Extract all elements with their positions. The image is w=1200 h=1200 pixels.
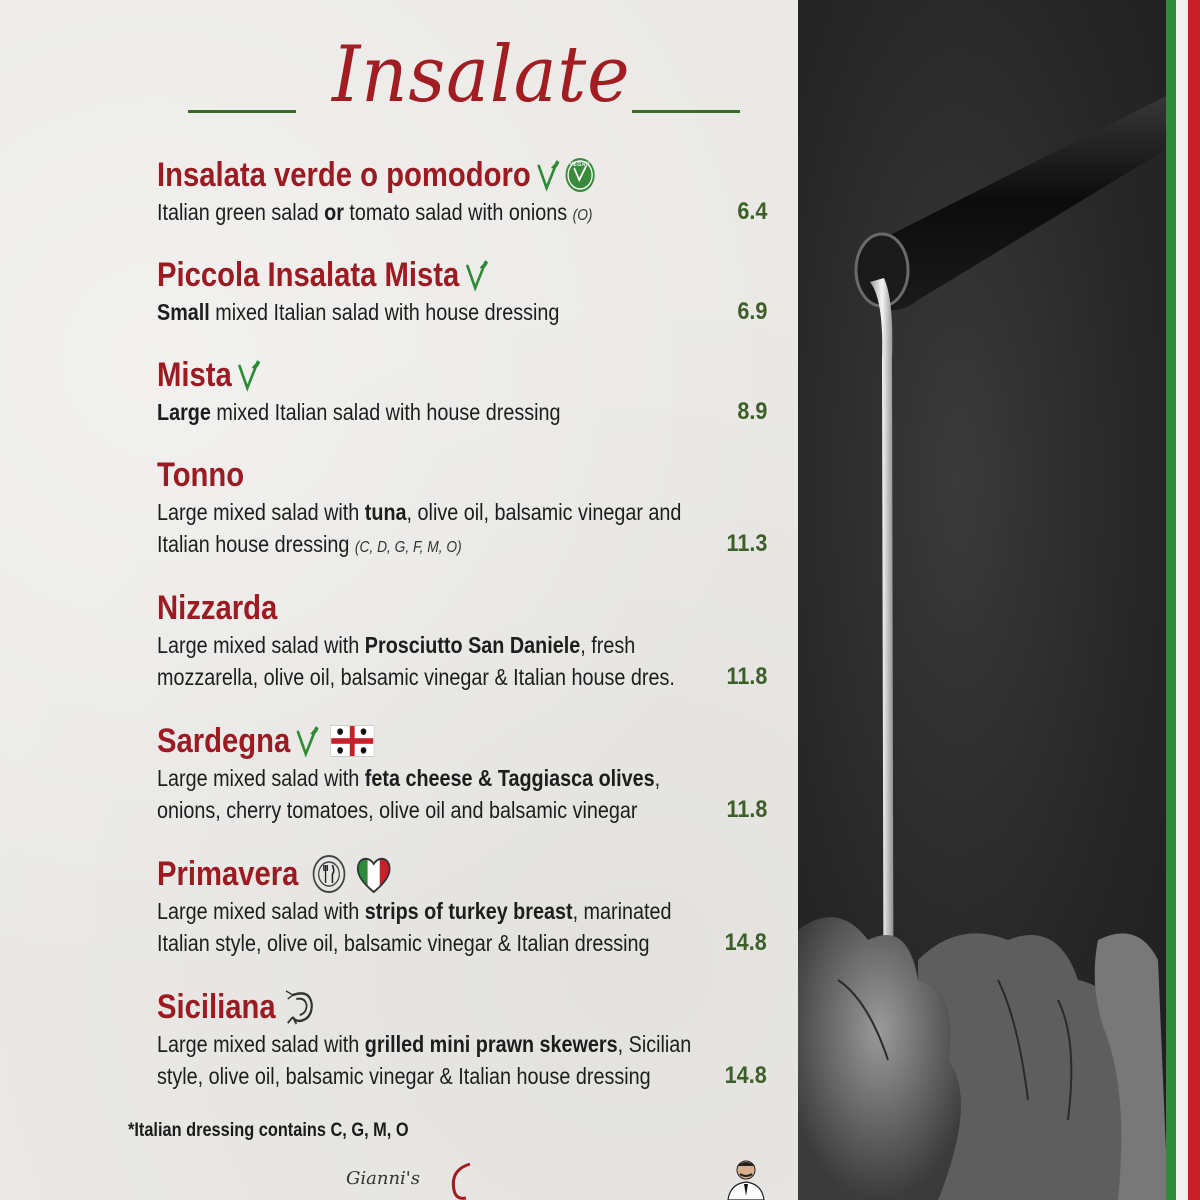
menu-item-nizzarda (157, 587, 767, 693)
item-price: 14.8 (724, 929, 767, 956)
item-name: Mista (157, 356, 232, 394)
item-description: Large mixed Italian salad with house dressing (157, 399, 561, 425)
allergen-codes: (O) (572, 207, 593, 224)
item-description-line1: Large mixed salad with grilled mini prawn skewers, Sicilian (157, 1031, 692, 1057)
plate-cutlery-icon (312, 854, 346, 894)
sardinia-flag-icon (330, 725, 375, 757)
item-description-line2: mozzarella, olive oil, balsamic vinegar & Italian house dres. (157, 664, 675, 690)
item-name: Piccola Insalata Mista (157, 256, 460, 294)
item-description: Italian green salad or tomato salad with onions (157, 199, 573, 225)
dressing-footnote: *Italian dressing contains C, G, M, O (128, 1120, 409, 1141)
menu-item-insalata-verde (157, 154, 767, 232)
heading-rule-left (188, 110, 296, 113)
menu-item-sardegna (157, 720, 767, 826)
menu-item-piccola-insalata-mista (157, 254, 767, 328)
menu-item-mista (157, 354, 767, 428)
heading-rule-right (632, 110, 740, 113)
prawn-icon (284, 987, 317, 1027)
menu-item-primavera (157, 853, 767, 959)
olive-oil-photo (798, 0, 1200, 1200)
item-price: 11.8 (726, 796, 767, 823)
item-description: Small mixed Italian salad with house dressing (157, 299, 560, 325)
menu-item-tonno (157, 454, 767, 564)
item-price: 8.9 (736, 398, 767, 425)
vegetarian-icon (536, 158, 560, 192)
section-heading (0, 30, 798, 140)
vegan-badge-icon: VEGAN (565, 158, 594, 192)
item-description-line2: Italian house dressing (C, D, G, F, M, O) (157, 531, 462, 557)
vegetarian-icon (464, 258, 488, 292)
item-name: Siciliana (157, 988, 276, 1026)
item-description-line1: Large mixed salad with tuna, olive oil, balsamic vinegar and (157, 499, 682, 525)
item-description-line2: Italian style, olive oil, balsamic vinegar & Italian dressing (157, 930, 650, 956)
item-price: 11.3 (726, 530, 767, 557)
item-price: 11.8 (726, 663, 767, 690)
item-name: Tonno (157, 456, 245, 494)
item-description-line2: style, olive oil, balsamic vinegar & Italian house dressing (157, 1063, 651, 1089)
item-description-line1: Large mixed salad with Prosciutto San Daniele, fresh (157, 632, 636, 658)
italy-heart-icon (355, 854, 393, 894)
item-name: Primavera (157, 855, 299, 893)
section-title: Insalate (332, 30, 631, 120)
item-price: 6.4 (736, 198, 767, 225)
item-description-line2: onions, cherry tomatoes, olive oil and balsamic vinegar (157, 797, 638, 823)
signature-text: Gianni's (346, 1168, 420, 1189)
item-name: Insalata verde o pomodoro (157, 156, 531, 194)
item-price: 6.9 (736, 298, 767, 325)
item-price: 14.8 (724, 1062, 767, 1089)
italian-tricolor-stripe (1166, 0, 1200, 1200)
allergen-codes: (C, D, G, F, M, O) (354, 539, 462, 556)
item-name: Sardegna (157, 722, 291, 760)
item-description-line1: Large mixed salad with strips of turkey breast, marinated (157, 898, 672, 924)
vegetarian-icon (295, 724, 319, 758)
menu-item-siciliana (157, 986, 767, 1092)
item-name: Nizzarda (157, 589, 278, 627)
olive-oil-bottle-image (798, 0, 1200, 1200)
signature-flourish-icon (430, 1160, 490, 1200)
item-description-line1: Large mixed salad with feta cheese & Taggiasca olives, (157, 765, 661, 791)
chef-portrait-icon (722, 1156, 770, 1200)
vegetarian-icon (237, 358, 261, 392)
